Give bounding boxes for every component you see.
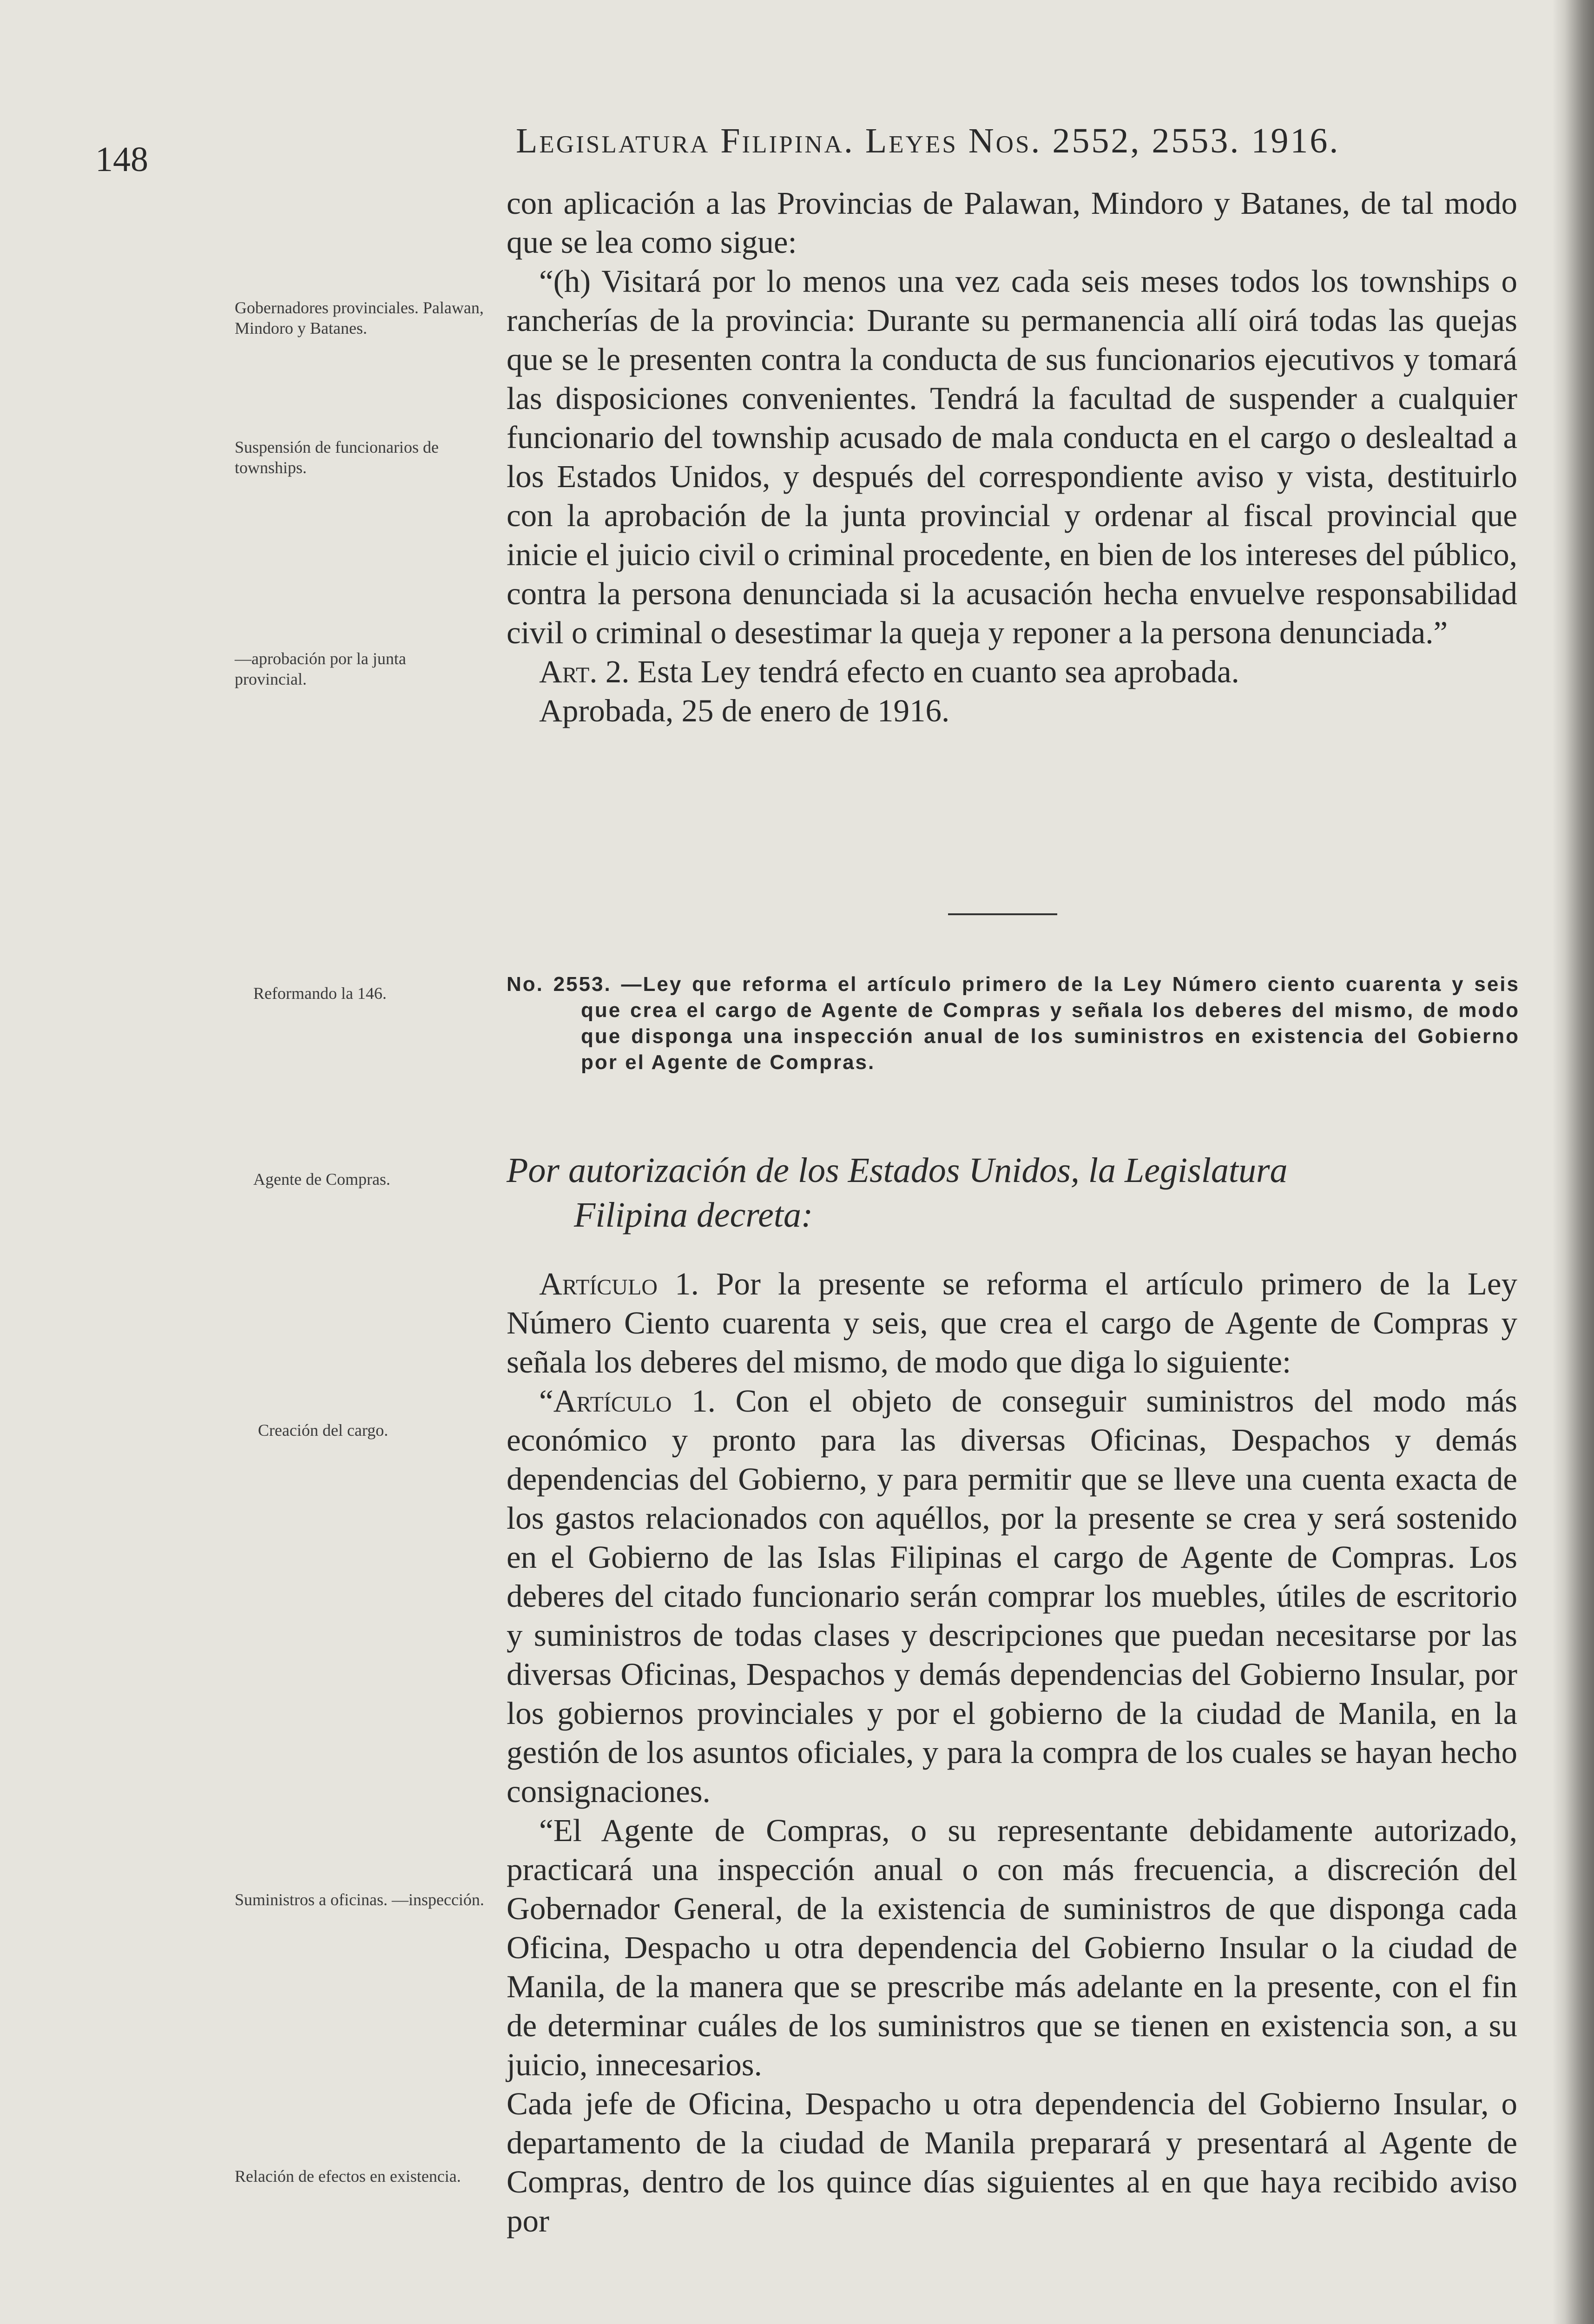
paragraph-intro: con aplicación a las Provincias de Palawan, Mindoro y Batanes, de tal modo que se lea como sigue: <box>507 185 1517 260</box>
law-title: —Ley que reforma el artículo primero de la Ley Número ciento cuarenta y seis que crea el cargo de Agente de Compras y señala los deberes del mismo, de modo que disponga una inspección anual de los suministros en existencia del Gobierno por el Agente de Compras. <box>581 973 1520 1074</box>
margin-note-suministros: Suministros a oficinas. —inspección. <box>235 1890 484 1909</box>
running-title: Legislatura Filipina. Leyes Nos. 2552, 2553. 1916. <box>516 121 1340 160</box>
quote-art1-text: Con el objeto de conseguir suministros del modo más económico y pronto para las diversas Oficinas, Despachos y demás dependencias del Gobierno, y para permitir que se lleve una cuenta exacta de los gastos relacionados con aquéllos, por la presente se crea y será sostenido en el Gobierno de las Islas Filipinas el cargo de Agente de Compras. Los deberes del citado funcionario serán comprar los muebles, útiles de escritorio y suministros de todas clases y descripciones que puedan necesitarse por las diversas Oficinas, Despachos y demás dependencias del Gobierno Insular, por los gobiernos provinciales y por el gobierno de la ciudad de Manila, en la gestión de los asuntos oficiales, y para la compra de los cuales se hayan hecho consignaciones. <box>507 1383 1518 1809</box>
art1-label: Artículo 1. <box>539 1266 699 1301</box>
law-heading <box>507 971 1520 1076</box>
section-divider <box>948 913 1057 915</box>
section-ley-2552 <box>507 184 1517 730</box>
margin-note-reformando: Reformando la 146. <box>253 984 387 1003</box>
paragraph-relacion: Cada jefe de Oficina, Despacho u otra dependencia del Gobierno Insular, o departamento de la ciudad de Manila preparará y presentará al Agente de Compras, dentro de los quince días siguientes al en que haya recibido aviso por <box>507 2086 1517 2238</box>
art1-text: Por la presente se reforma el artículo primero de la Ley Número Ciento cuarenta y seis, que crea el cargo de Agente de Compras y señala los deberes del mismo, de modo que diga lo siguiente: <box>507 1266 1518 1380</box>
margin-note-gobernadores: Gobernadores provinciales. Palawan, Mindoro y Batanes. <box>235 298 484 337</box>
art2-text: Esta Ley tendrá efecto en cuanto sea aprobada. <box>637 654 1239 689</box>
enacting-line-1: Por autorización de los Estados Unidos, la Legislatura <box>507 1151 1288 1190</box>
page-edge-shadow <box>1552 0 1594 2324</box>
margin-note-relacion: Relación de efectos en existencia. <box>235 2167 461 2185</box>
quote-art1-label: “Artículo 1. <box>539 1383 716 1419</box>
art2-label: Art. 2. <box>539 654 630 689</box>
section-ley-2553 <box>507 1264 1517 2240</box>
enacting-line-2: Filipina decreta: <box>574 1195 813 1235</box>
margin-note-agente: Agente de Compras. <box>253 1170 390 1188</box>
paragraph-art1 <box>507 1264 1517 1381</box>
margin-note-aprobacion: —aprobación por la junta provincial. <box>235 649 406 688</box>
page-number: 148 <box>95 140 148 179</box>
law-number: No. 2553. <box>507 973 612 996</box>
paragraph-inspeccion: “El Agente de Compras, o su representante debidamente autorizado, practicará una inspección anual o con más frecuencia, a discreción del Gobernador General, de la existencia de suministros de que disponga cada Oficina, Despacho u otra dependencia del Gobierno Insular o la ciudad de Manila, de la manera que se prescribe más adelante en la presente, con el fin de determinar cuáles de los suministros que se tienen en existencia son, a su juicio, innecesarios. <box>507 1813 1517 2082</box>
approval-date: Aprobada, 25 de enero de 1916. <box>539 693 950 728</box>
enacting-clause <box>507 1148 1520 1237</box>
margin-note-creacion: Creación del cargo. <box>258 1421 389 1439</box>
paragraph-art2 <box>507 652 1517 691</box>
paragraph-quote-h: “(h) Visitará por lo menos una vez cada seis meses todos los townships o rancherías de la provincia: Durante su permanencia allí oirá todas las quejas que se le presenten contra la conducta de sus funcionarios ejecutivos y tomará las disposiciones convenientes. Tendrá la facultad de suspender a cualquier funcionario del township acusado de mala conducta en el cargo o deslealtad a los Estados Unidos, y después del correspondiente aviso y vista, destituirlo con la aprobación de la junta provincial y ordenar al fiscal provincial que inicie el juicio civil o criminal procedente, en bien de los intereses del público, contra la persona denunciada si la acusación hecha envuelve responsabilidad civil o criminal o desestimar la queja y reponer a la persona denunciada.” <box>507 264 1517 650</box>
paragraph-quote-art1 <box>507 1381 1517 1811</box>
margin-note-suspension: Suspensión de funcionarios de townships. <box>235 438 439 477</box>
